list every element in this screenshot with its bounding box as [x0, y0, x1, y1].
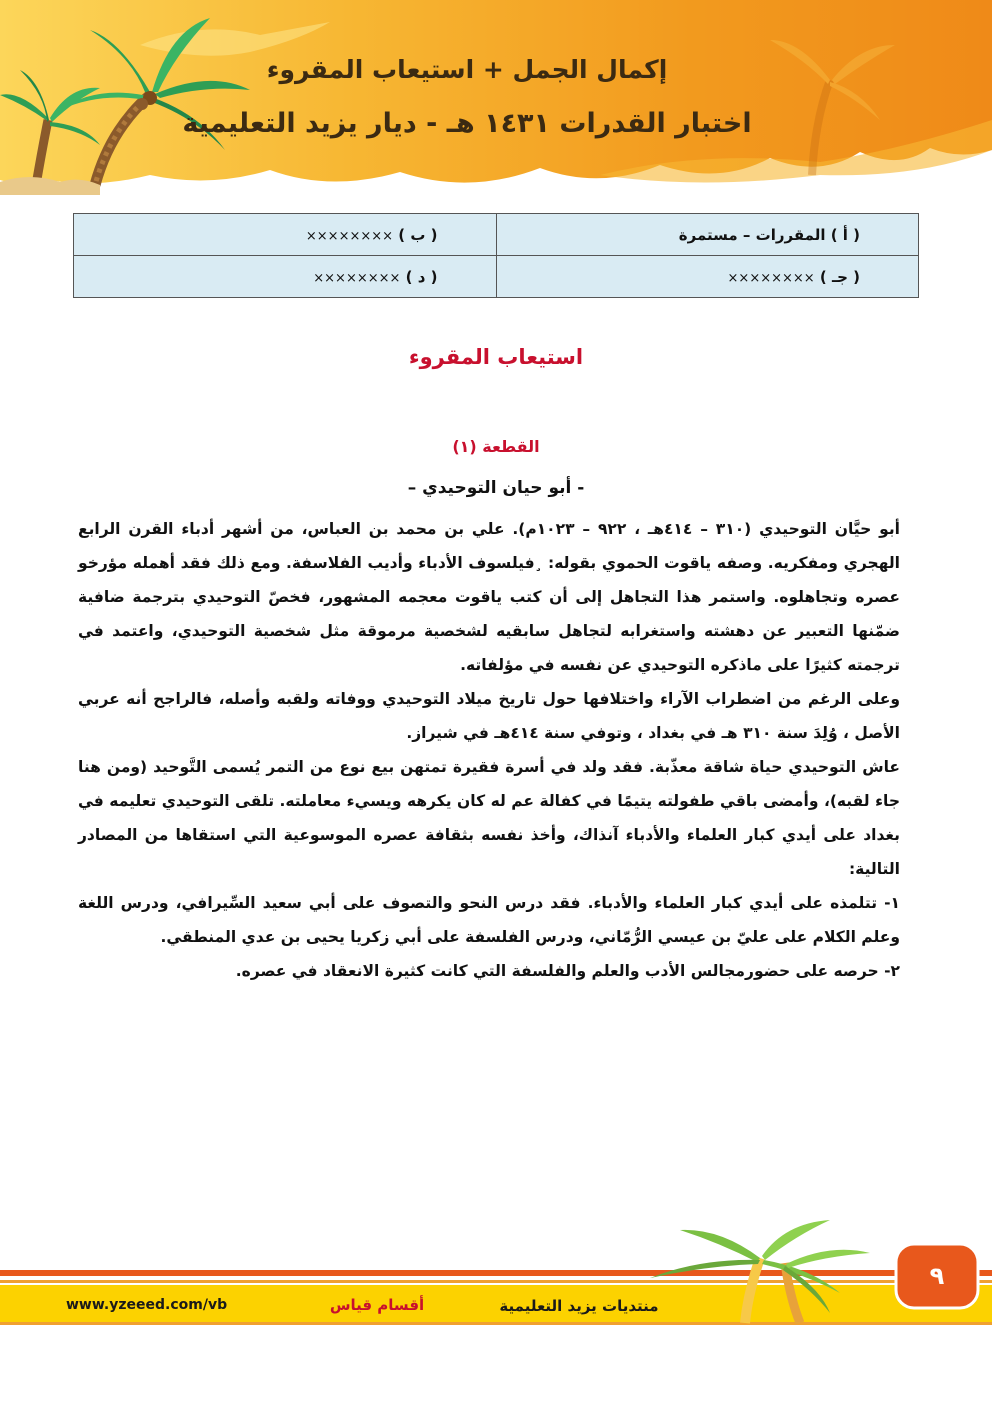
- option-c[interactable]: [496, 256, 919, 298]
- option-a-value: المقررات – مستمرة: [678, 225, 826, 244]
- answer-options-table: [73, 213, 919, 298]
- passage-paragraph-5: ٢- حرصه على حضورمجالس الأدب والعلم والفلسفة التي كانت كثيرة الانعقاد في عصره.: [235, 962, 900, 980]
- site-url-link[interactable]: www.yzeeed.com/vb: [66, 1297, 228, 1313]
- table-row: [74, 214, 919, 256]
- header-banner: [0, 0, 992, 195]
- passage-label: القطعة (١): [452, 437, 540, 456]
- option-b[interactable]: [74, 214, 497, 256]
- option-c-value: ××××××××: [727, 270, 815, 286]
- banner-background: [0, 0, 992, 195]
- option-b-value: ××××××××: [305, 228, 394, 244]
- passage-paragraph-2: وعلى الرغم من اضطراب الآراء واختلافها حول تاريخ ميلاد التوحيدي ووفاته ولقبه وأصله، فالراجح أنه عربي الأصل ، وُلِدَ سنة ٣١٠ هـ في بغداد ، وتوفي سنة ٤١٤هـ في شيراز.: [78, 690, 900, 742]
- passage-subject: - أبو حيان التوحيدي –: [407, 478, 585, 498]
- option-b-label: ( ب ): [398, 225, 438, 244]
- option-c-label: ( جـ ): [819, 267, 860, 286]
- option-d-value: ××××××××: [313, 270, 401, 286]
- passage-paragraph-1: أبو حيَّان التوحيدي (٣١٠ – ٤١٤هـ ، ٩٢٢ – ١٠٢٣م). علي بن محمد بن العباس، من أشهر أدباء القرن الرابع الهجري ومفكريه. وصفه ياقوت الحموي بقوله: ¸فيلسوف الأدباء وأديب الفلاسفة. ومع ذلك فقد أهمله مؤرخو عصره وتجاهلوه. واستمر هذا التجاهل إلى أن كتب ياقوت معجمه المشهور، فخصّ التوحيدي بترجمة ضافية ضمّنها التعبير عن دهشته واستغرابه لتجاهل سابقيه لشخصية مرموقة مثل شخصية التوحيدي، واعتمد في ترجمته كثيرًا على ماذكره التوحيدي عن نفسه في مؤلفاته.: [78, 520, 900, 674]
- page-title: إكمال الجمل + استيعاب المقروء: [266, 55, 668, 84]
- option-d[interactable]: [74, 256, 497, 298]
- page-number: ٩: [929, 1262, 945, 1290]
- option-d-label: ( د ): [405, 267, 438, 286]
- page-subtitle: اختبار القدرات ١٤٣١ هـ - ديار يزيد التعليمية: [182, 108, 752, 139]
- sections-link[interactable]: أقسام قياس: [329, 1296, 425, 1314]
- passage-paragraph-3: عاش التوحيدي حياة شاقة معذّبة. فقد ولد في أسرة فقيرة تمتهن بيع نوع من التمر يُسمى التَّوحيد (ومن هنا جاء لقبه)، وأمضى باقي طفولته يتيمًا في كفالة عم له كان يكرهه ويسيء معاملته. تلقى التوحيدي تعليمه في بغداد على أيدي كبار العلماء والأدباء آنذاك، وأخذ نفسه بثقافة عصره الموسوعية التي استقاها من المصادر التالية:: [78, 758, 900, 878]
- table-row: [74, 256, 919, 298]
- passage-paragraph-4: ١- تتلمذه على أيدي كبار العلماء والأدباء. فقد درس النحو والتصوف على أبي سعيد السِّيرافي، ودرس اللغة وعلم الكلام على عليّ بن عيسي الرُّمّاني، ودرس الفلسفة على أبي زكريا يحيى بن عدي المنطقي.: [78, 894, 900, 946]
- forum-name: منتديات يزيد التعليمية: [499, 1297, 659, 1315]
- section-title: استيعاب المقروء: [408, 345, 584, 369]
- option-a[interactable]: [496, 214, 919, 256]
- passage-body: [78, 512, 900, 988]
- option-a-label: ( أ ): [830, 225, 860, 244]
